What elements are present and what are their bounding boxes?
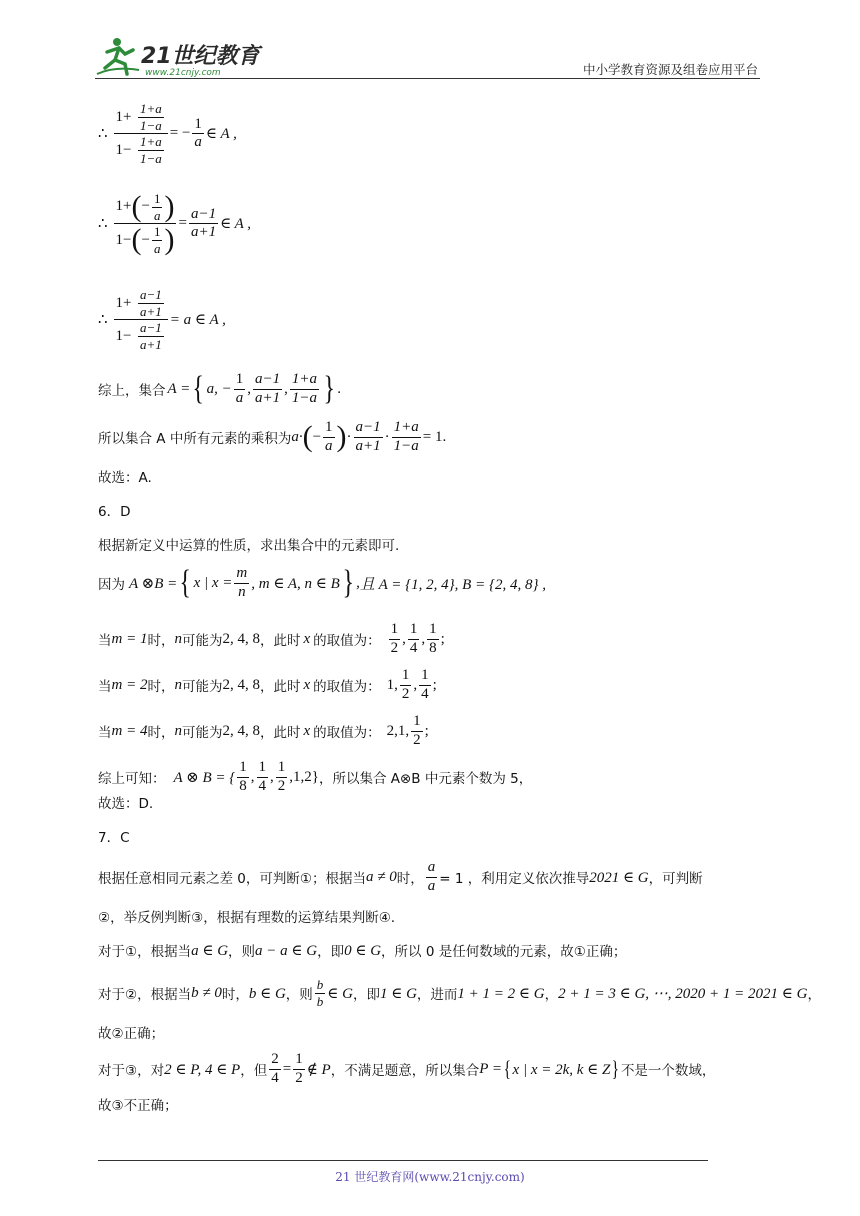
page-footer[interactable]: 21 世纪教育网(www.21cnjy.com) xyxy=(335,1170,525,1184)
question-7-heading: 7．C xyxy=(98,830,130,846)
equation-line-3: ∴ 1+ $\frac{a-1}{a+1}$ 1− $\frac{a-1}{a+1}$ = a ∈ A , xyxy=(98,287,226,352)
q6-case-m4: 当 m = 4 时， n 可能为 2, 4, 8 ，此时 x 的取值为： 2,1, $\frac{1}{2}$ ; xyxy=(98,713,429,748)
logo-text: 21世纪教育 xyxy=(141,44,260,69)
runner-logo-icon xyxy=(97,38,139,74)
header-divider xyxy=(95,78,760,79)
product-statement: 所以集合 A 中所有元素的乘积为 a· ( − $\frac{1}{a}$ ) · $\frac{a-1}{a+1}$ · $\frac{1+a}{1-a}$ = 1. xyxy=(98,419,447,454)
answer-6: 故选：D. xyxy=(98,796,154,812)
q6-case-m2: 当 m = 2 时， n 可能为 2, 4, 8 ，此时 x 的取值为： 1, $\frac{1}{2}$ , $\frac{1}{4}$ ; xyxy=(98,667,437,702)
logo-url: www.21cnjy.com xyxy=(145,68,221,78)
q6-hint: 根据新定义中运算的性质，求出集合中的元素即可. xyxy=(98,538,400,554)
question-6-heading: 6．D xyxy=(98,504,131,520)
q6-case-m1: 当 m = 1 时， n 可能为 2, 4, 8 ，此时 x 的取值为： $\frac{1}{2}$ , $\frac{1}{4}$ , $\frac{1}{8}$ ; xyxy=(98,621,445,656)
equation-line-1: ∴ 1+ $\frac{1+a}{1-a}$ 1− $\frac{1+a}{1-a}$ = − $\frac{1}{a}$ ∈ A , xyxy=(98,101,237,166)
q7-statement-3: 对于③，对 2 ∈ P, 4 ∈ P ，但 $\frac{2}{4}$ = $\frac{1}{2}$ ∉ P ，不满足题意，所以集合 P = { x | x = 2k, k ∈ Z } 不是一个数域， xyxy=(98,1051,716,1086)
q6-definition: 因为 A ⊗B = { x | x = $\frac{m}{n}$ , m ∈ A, n ∈ B } , 且 A = {1, 2, 4}, B = {2, 4, 8} , xyxy=(98,564,546,602)
q7-hint-2: ②，举反例判断③，根据有理数的运算结果判断④. xyxy=(98,910,396,926)
site-logo xyxy=(95,34,265,78)
platform-name: 中小学教育资源及组卷应用平台 xyxy=(582,62,758,77)
q7-statement-2: 对于②，根据当 b ≠ 0 时， b ∈ G ，则 $\frac{b}{b}$ ∈ G ，即 1 ∈ G ，进而 1 + 1 = 2 ∈ G ， 2 + 1 = 3 ∈ G, ⋯, 2020 + 1 = 2021 ∈ G ， xyxy=(98,977,821,1009)
q6-conclusion: 综上可知： A ⊗ B = { $\frac{1}{8}$ , $\frac{1}{4}$ , $\frac{1}{2}$ ,1,2} ，所以集合 A⊗B 中元素个数为 5， xyxy=(98,759,533,794)
q7-hint-1: 根据任意相同元素之差 0，可判断①；根据当 a ≠ 0 时， $\frac{a}{a}$ = 1 ，利用定义依次推导 2021 ∈ G ，可判断 xyxy=(98,859,703,894)
page-header xyxy=(95,34,760,80)
equation-line-2: ∴ 1+ ( − $\frac{1}{a}$ ) 1− ( − $\frac{1}{a}$ ) = $\frac{a-1}{a+1}$ ∈ A , xyxy=(98,190,252,257)
footer-divider xyxy=(98,1160,708,1161)
q7-statement-2-result: 故②正确； xyxy=(98,1026,165,1042)
q7-statement-3-result: 故③不正确； xyxy=(98,1098,178,1114)
q7-statement-1: 对于①，根据当 a ∈ G ，则 a − a ∈ G ，即 0 ∈ G ，所以 0 是任何数域的元素，故①正确； xyxy=(98,942,627,960)
answer-5: 故选：A. xyxy=(98,470,152,486)
conclusion-set-a: 综上，集合 A = { a, − $\frac{1}{a}$ , $\frac{a-1}{a+1}$ , $\frac{1+a}{1-a}$ } . xyxy=(98,370,342,408)
